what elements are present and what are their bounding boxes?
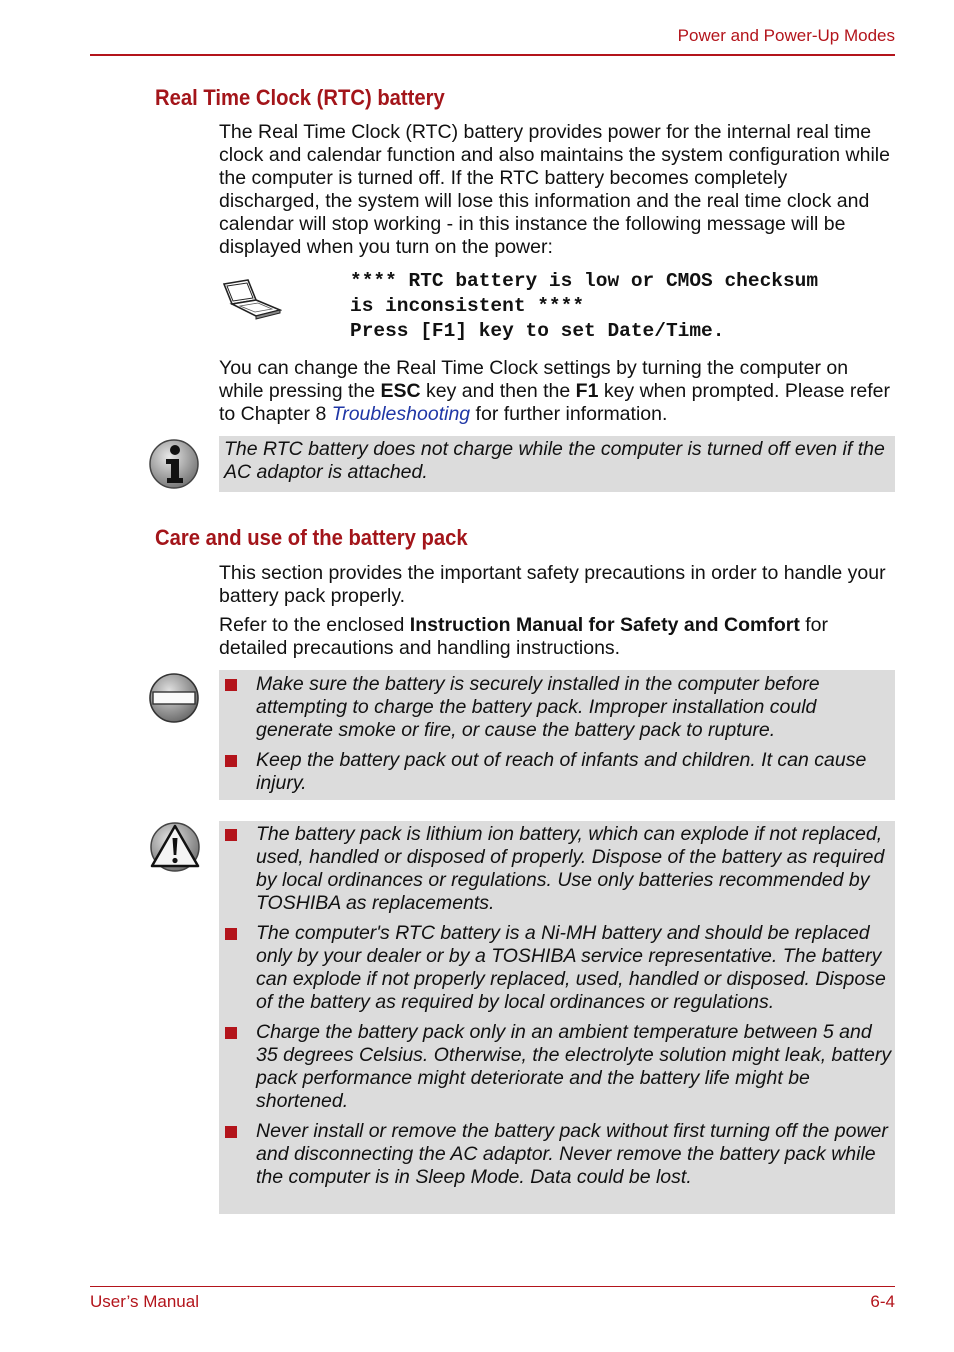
warning-list bbox=[219, 821, 895, 1189]
text-run: key and then the bbox=[420, 380, 576, 402]
bullet-icon bbox=[225, 679, 237, 691]
rtc-paragraph: The Real Time Clock (RTC) battery provides power for the internal real time clock and calendar function and also maintains the system configuration while the computer is turned off. If the RTC battery becomes completely discharged, the system will lose this information and the real time clock and calendar will stop working - in this instance the following message will be displayed when you turn on the power: bbox=[219, 121, 890, 258]
code-line: is inconsistent **** bbox=[350, 295, 585, 317]
caution-box bbox=[219, 670, 895, 800]
page-number: 6-4 bbox=[870, 1292, 895, 1311]
list-item-text: Never install or remove the battery pack without first turning off the power and disconnecting the AC adaptor. Never remove the battery pack while the computer is in Sleep Mode. Data could be lost. bbox=[256, 1120, 888, 1188]
bullet-icon bbox=[225, 829, 237, 841]
error-message-code bbox=[350, 269, 818, 344]
list-item-text: The battery pack is lithium ion battery, which can explode if not replaced, used, handled or disposed of properly. Dispose of the battery as required by local ordinances or regulations. Use only batteries recommended by TOSHIBA as replacements. bbox=[256, 823, 885, 914]
list-item bbox=[219, 749, 895, 795]
laptop-icon bbox=[220, 278, 282, 320]
f1-key-label: F1 bbox=[575, 380, 599, 402]
troubleshooting-link[interactable]: Troubleshooting bbox=[331, 403, 471, 425]
list-item bbox=[219, 1021, 895, 1113]
page-footer bbox=[90, 1286, 895, 1311]
list-item bbox=[219, 922, 895, 1014]
text-run: key when prompted. Please refer to Chapter 8 bbox=[219, 380, 890, 425]
rtc-settings-paragraph bbox=[219, 357, 891, 426]
note-text: The RTC battery does not charge while the computer is turned off even if the AC adaptor is attached. bbox=[224, 438, 885, 483]
list-item-text: Charge the battery pack only in an ambient temperature between 5 and 35 degrees Celsius. Otherwise, the electrolyte solution might leak, battery pack performance might deteriorate and the battery life might be shortened. bbox=[256, 1021, 892, 1112]
text-run: for further information. bbox=[470, 403, 668, 425]
bullet-icon bbox=[225, 928, 237, 940]
list-item bbox=[219, 1120, 895, 1189]
text-run: for detailed precautions and handling instructions. bbox=[219, 614, 829, 659]
text-run: You can change the Real Time Clock settings by turning the computer on while pressing the bbox=[219, 357, 849, 402]
text-run: Refer to the enclosed bbox=[219, 614, 410, 636]
bullet-icon bbox=[225, 1126, 237, 1138]
list-item-text: Make sure the battery is securely installed in the computer before attempting to charge the battery pack. Improper installation could generate smoke or fire, or cause the battery pack to rupture. bbox=[256, 673, 820, 741]
manual-title: Instruction Manual for Safety and Comfort bbox=[409, 614, 800, 636]
list-item bbox=[219, 673, 895, 742]
battery-care-paragraph: This section provides the important safety precautions in order to handle your battery pack properly. bbox=[219, 562, 886, 607]
caution-list bbox=[219, 670, 895, 795]
list-item bbox=[219, 823, 895, 915]
bullet-icon bbox=[225, 1027, 237, 1039]
note-box bbox=[219, 436, 895, 492]
info-icon bbox=[148, 438, 200, 490]
section-heading-battery-care: Care and use of the battery pack bbox=[155, 525, 468, 550]
list-item-text: The computer's RTC battery is a Ni-MH battery and should be replaced only by your dealer or by a TOSHIBA service representative. The battery can explode if not properly replaced, used, handled or disposed. Dispose of the battery as required by local ordinances or regulations. bbox=[256, 922, 886, 1013]
code-line: Press [F1] key to set Date/Time. bbox=[350, 320, 725, 342]
no-entry-icon bbox=[148, 672, 200, 724]
esc-key-label: ESC bbox=[380, 380, 421, 402]
section-heading-rtc: Real Time Clock (RTC) battery bbox=[155, 85, 445, 110]
bullet-icon bbox=[225, 755, 237, 767]
list-item-text: Keep the battery pack out of reach of infants and children. It can cause injury. bbox=[256, 749, 867, 794]
manual-reference-paragraph bbox=[219, 614, 891, 660]
header-title: Power and Power-Up Modes bbox=[677, 26, 895, 45]
footer-manual-title: User’s Manual bbox=[90, 1292, 199, 1311]
warning-box bbox=[219, 821, 895, 1214]
warning-triangle-icon bbox=[148, 821, 202, 873]
page-header bbox=[90, 24, 895, 56]
code-line: **** RTC battery is low or CMOS checksum bbox=[350, 270, 819, 292]
